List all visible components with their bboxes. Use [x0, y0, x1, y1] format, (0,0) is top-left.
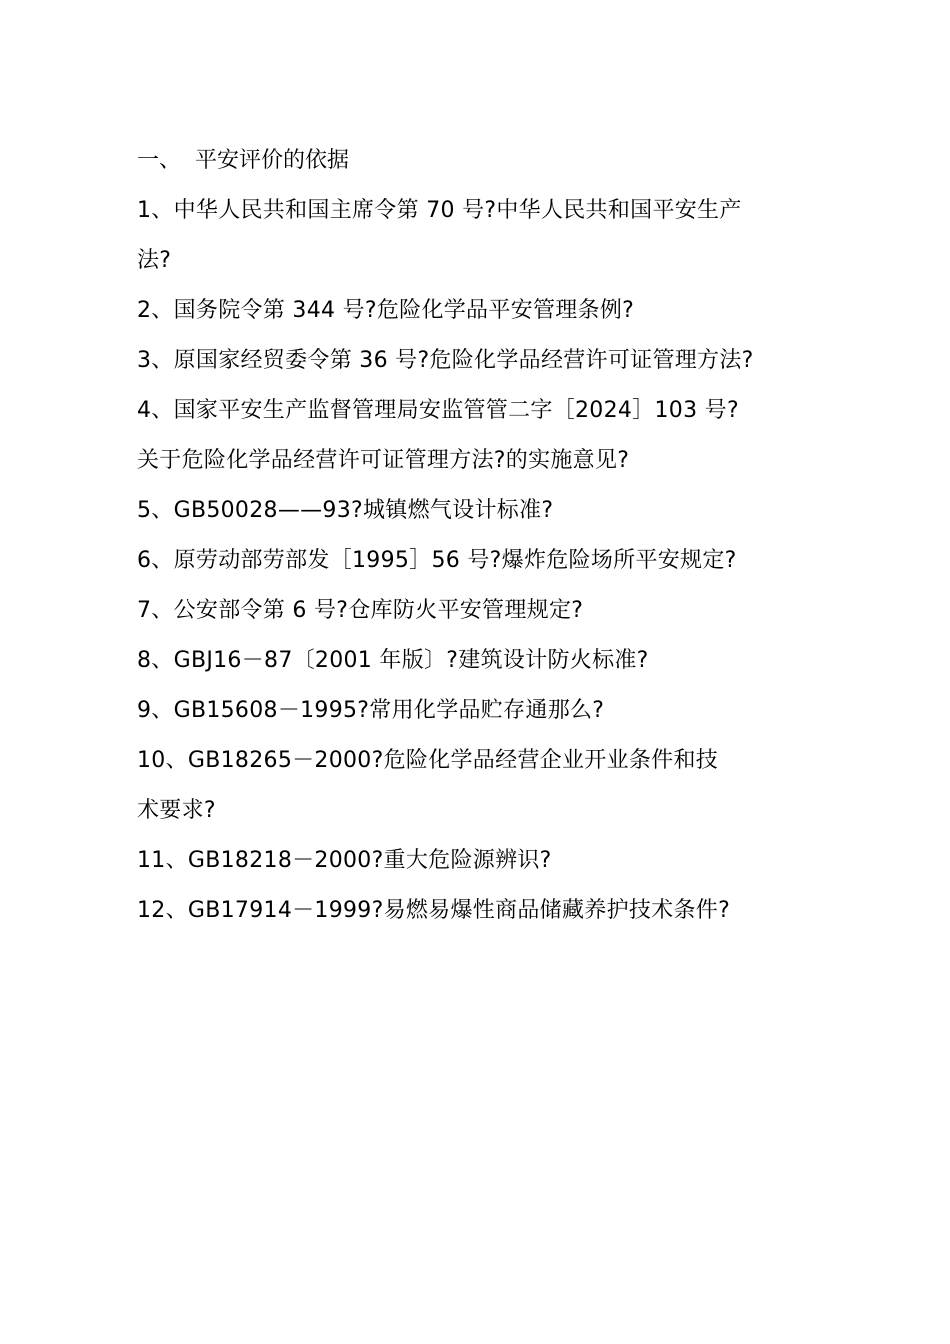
reference-item-line: 术要求? — [137, 798, 216, 823]
reference-item — [137, 636, 837, 686]
reference-item — [137, 686, 837, 736]
reference-item-line: 2、国务院令第 344 号?危险化学品平安管理条例? — [137, 298, 635, 323]
reference-item-line: 8、GBJ16－87〔2001 年版〕?建筑设计防火标准? — [137, 648, 649, 673]
reference-item — [137, 836, 837, 886]
reference-item-line: 3、原国家经贸委令第 36 号?危险化学品经营许可证管理方法? — [137, 348, 754, 373]
reference-item-line: 10、GB18265－2000?危险化学品经营企业开业条件和技 — [137, 748, 719, 773]
reference-item-line: 7、公安部令第 6 号?仓库防火平安管理规定? — [137, 598, 584, 623]
section-number: 一、 — [137, 148, 182, 173]
reference-item — [137, 286, 837, 336]
reference-list — [137, 186, 837, 936]
reference-item — [137, 186, 837, 286]
reference-item — [137, 336, 837, 386]
reference-item — [137, 586, 837, 636]
reference-item — [137, 886, 837, 936]
reference-item-line: 9、GB15608－1995?常用化学品贮存通那么? — [137, 698, 605, 723]
reference-item-line: 12、GB17914－1999?易燃易爆性商品储藏养护技术条件? — [137, 898, 731, 923]
reference-item-line: 5、GB50028——93?城镇燃气设计标准? — [137, 498, 554, 523]
reference-item-line: 6、原劳动部劳部发［1995］56 号?爆炸危险场所平安规定? — [137, 548, 737, 573]
document-body — [137, 136, 837, 936]
reference-item-line: 4、国家平安生产监督管理局安监管管二字［2024］103 号? — [137, 398, 739, 423]
reference-item — [137, 486, 837, 536]
section-title: 平安评价的依据 — [195, 148, 350, 173]
reference-item — [137, 386, 837, 486]
reference-item — [137, 736, 837, 836]
reference-item-line: 11、GB18218－2000?重大危险源辨识? — [137, 848, 552, 873]
section-heading — [137, 136, 837, 186]
reference-item-line: 法? — [137, 248, 172, 273]
reference-item — [137, 536, 837, 586]
reference-item-line: 关于危险化学品经营许可证管理方法?的实施意见? — [137, 448, 630, 473]
reference-item-line: 1、中华人民共和国主席令第 70 号?中华人民共和国平安生产 — [137, 198, 742, 223]
